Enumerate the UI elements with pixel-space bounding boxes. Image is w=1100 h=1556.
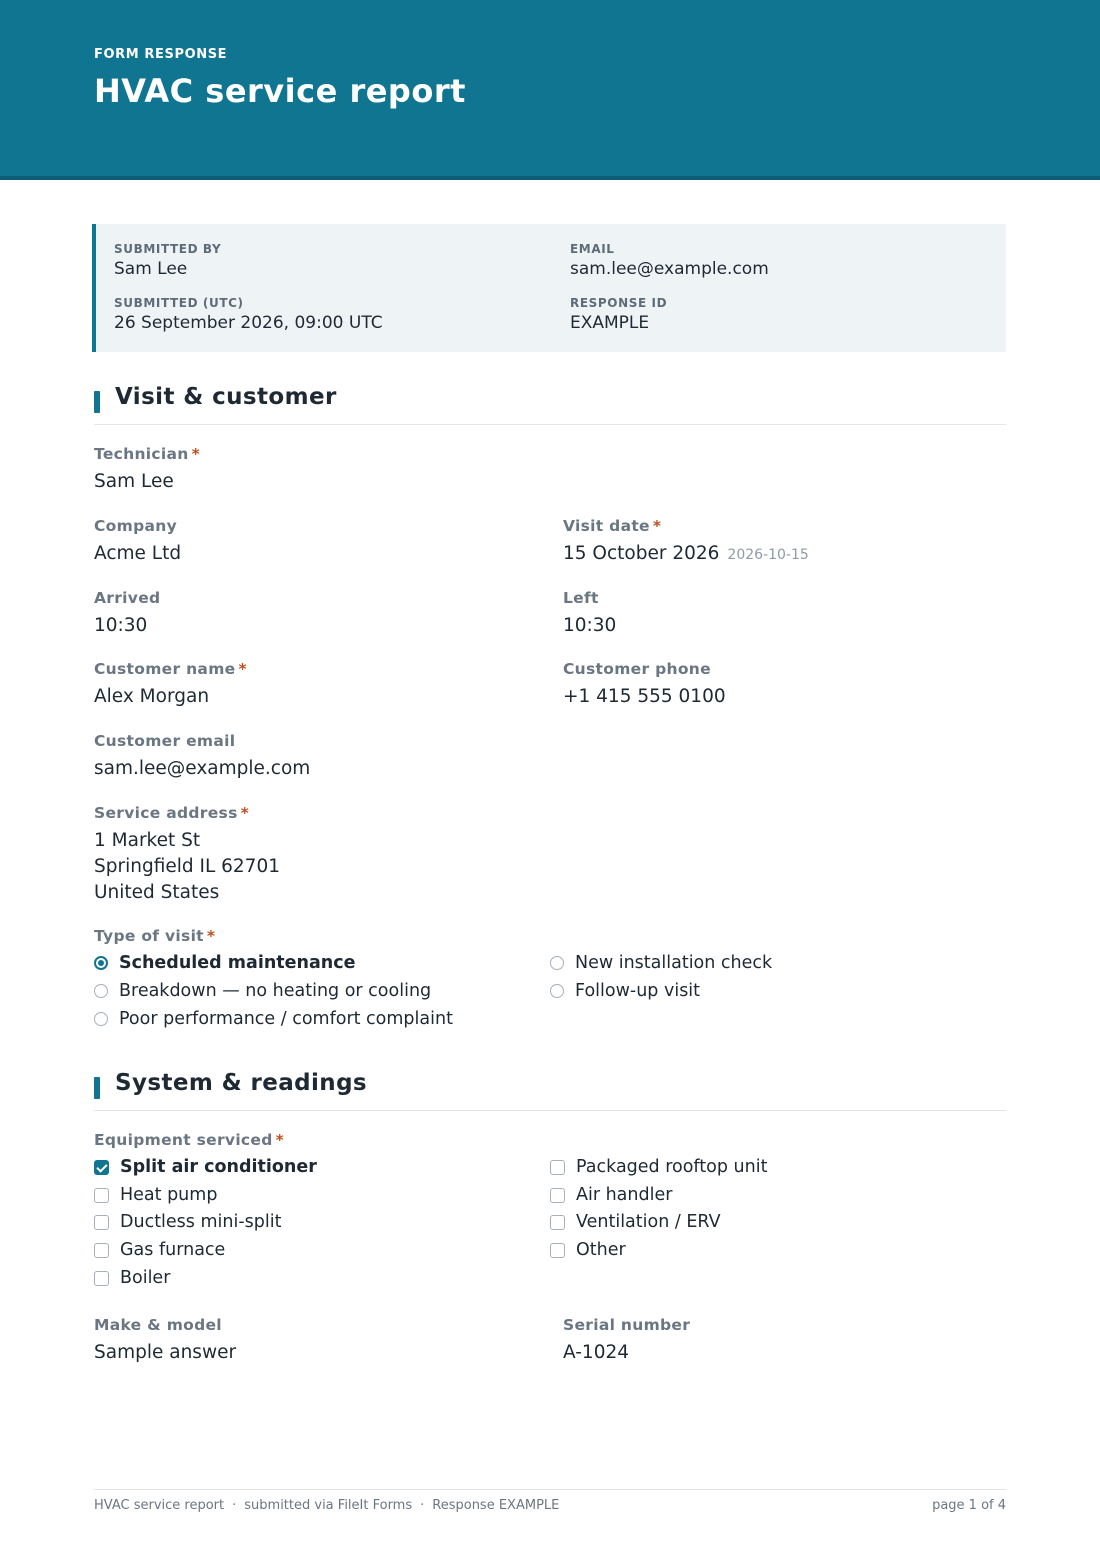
radio-option-breakdown[interactable]: Breakdown — no heating or cooling [94, 978, 431, 1004]
checkbox-option-ductless-mini-split[interactable]: Ductless mini-split [94, 1209, 281, 1235]
field-label: Make & model [94, 1316, 222, 1334]
field-type-of-visit [94, 926, 215, 946]
radio-icon [94, 1012, 108, 1026]
field-serial-number [563, 1315, 690, 1366]
meta-label: SUBMITTED (UTC) [114, 296, 244, 310]
required-marker: * [652, 517, 662, 535]
section-accent-bar [94, 391, 100, 413]
footer-submitted-via: submitted via FileIt Forms [244, 1498, 413, 1513]
field-left [563, 588, 616, 639]
field-value: 10:30 [94, 615, 148, 636]
footer-separator: · [232, 1498, 237, 1513]
checkbox-option-heat-pump[interactable]: Heat pump [94, 1182, 217, 1208]
address-line: 1 Market St [94, 830, 201, 851]
field-company [94, 516, 181, 567]
field-service-address [94, 803, 280, 906]
field-value: Sample answer [94, 1342, 237, 1363]
required-marker: * [238, 660, 247, 678]
checkbox-icon [94, 1271, 109, 1286]
field-customer-phone [563, 659, 726, 710]
checkbox-icon [94, 1243, 109, 1258]
checkbox-icon [94, 1188, 109, 1203]
meta-value: Sam Lee [114, 259, 188, 279]
field-label: Service address * [94, 804, 249, 822]
checkbox-icon [94, 1215, 109, 1230]
meta-response-id [570, 295, 667, 334]
field-customer-name [94, 659, 247, 710]
field-value: sam.lee@example.com [94, 758, 311, 779]
radio-icon [550, 984, 564, 998]
required-marker: * [275, 1131, 285, 1149]
radio-option-follow-up-visit[interactable]: Follow-up visit [550, 978, 700, 1004]
required-marker: * [240, 804, 249, 822]
radio-option-scheduled-maintenance[interactable]: Scheduled maintenance [94, 950, 355, 976]
submission-meta-panel [92, 224, 1006, 352]
checkbox-option-ventilation-erv[interactable]: Ventilation / ERV [550, 1209, 721, 1235]
radio-icon [550, 956, 564, 970]
field-visit-date [563, 516, 809, 568]
page-footer [94, 1489, 1006, 1513]
field-label: Left [563, 589, 599, 607]
meta-submitted-utc [114, 295, 383, 334]
field-value: A-1024 [563, 1342, 630, 1363]
footer-form-name: HVAC service report [94, 1498, 225, 1513]
field-value: +1 415 555 0100 [563, 686, 726, 707]
page-title: HVAC service report [94, 72, 466, 110]
field-label: Customer email [94, 732, 236, 750]
field-label: Arrived [94, 589, 161, 607]
field-label: Technician * [94, 445, 200, 463]
meta-value: sam.lee@example.com [570, 259, 769, 279]
required-marker: * [191, 445, 200, 463]
field-label: Customer name * [94, 660, 247, 678]
checkbox-icon [550, 1243, 565, 1258]
checkbox-option-packaged-rooftop-unit[interactable]: Packaged rooftop unit [550, 1154, 767, 1180]
meta-label: RESPONSE ID [570, 296, 668, 310]
page-header [0, 0, 1100, 180]
address-line: Springfield IL 62701 [94, 856, 280, 877]
meta-label: EMAIL [570, 242, 615, 256]
field-value: Alex Morgan [94, 686, 210, 707]
checkbox-icon [550, 1215, 565, 1230]
meta-submitted-by [114, 241, 221, 280]
field-value: Acme Ltd [94, 543, 182, 564]
checkbox-option-gas-furnace[interactable]: Gas furnace [94, 1237, 225, 1263]
section-title: System & readings [115, 1070, 368, 1096]
meta-value: EXAMPLE [570, 313, 650, 333]
page-number: page 1 of 4 [932, 1498, 1006, 1513]
footer-separator: · [420, 1498, 425, 1513]
section-accent-bar [94, 1077, 100, 1099]
field-technician [94, 444, 200, 495]
checkbox-icon [550, 1160, 565, 1175]
field-customer-email [94, 731, 310, 782]
radio-icon [94, 984, 108, 998]
field-label: Type of visit * [94, 927, 216, 945]
footer-response: Response EXAMPLE [432, 1498, 560, 1513]
iso-date-hint: 2026-10-15 [727, 547, 809, 563]
checkbox-icon [550, 1188, 565, 1203]
field-equipment-serviced [94, 1130, 284, 1150]
field-label: Customer phone [563, 660, 711, 678]
meta-value: 26 September 2026, 09:00 UTC [114, 313, 383, 333]
field-label: Serial number [563, 1316, 691, 1334]
field-value: 15 October 2026 2026-10-15 [563, 543, 809, 564]
field-label: Equipment serviced * [94, 1131, 285, 1149]
field-make-model [94, 1315, 236, 1366]
field-arrived [94, 588, 160, 639]
meta-label: SUBMITTED BY [114, 242, 222, 256]
checkbox-option-air-handler[interactable]: Air handler [550, 1182, 672, 1208]
checkbox-checked-icon [94, 1160, 109, 1175]
radio-selected-icon [94, 956, 108, 970]
field-value [94, 828, 280, 906]
section-system-readings [94, 1072, 1006, 1111]
required-marker: * [206, 927, 216, 945]
footer-info [94, 1498, 559, 1513]
field-value: 10:30 [563, 615, 617, 636]
section-title: Visit & customer [115, 384, 337, 410]
address-line: United States [94, 882, 220, 903]
radio-option-new-installation-check[interactable]: New installation check [550, 950, 772, 976]
checkbox-option-split-air-conditioner[interactable]: Split air conditioner [94, 1154, 317, 1180]
form-response-eyebrow: FORM RESPONSE [94, 47, 228, 62]
radio-option-poor-performance[interactable]: Poor performance / comfort complaint [94, 1006, 453, 1032]
section-visit-customer [94, 386, 1006, 425]
field-value: Sam Lee [94, 471, 174, 492]
field-label: Company [94, 517, 177, 535]
meta-email [570, 241, 769, 280]
field-label: Visit date * [563, 517, 662, 535]
checkbox-option-other[interactable]: Other [550, 1237, 626, 1263]
checkbox-option-boiler[interactable]: Boiler [94, 1265, 170, 1291]
